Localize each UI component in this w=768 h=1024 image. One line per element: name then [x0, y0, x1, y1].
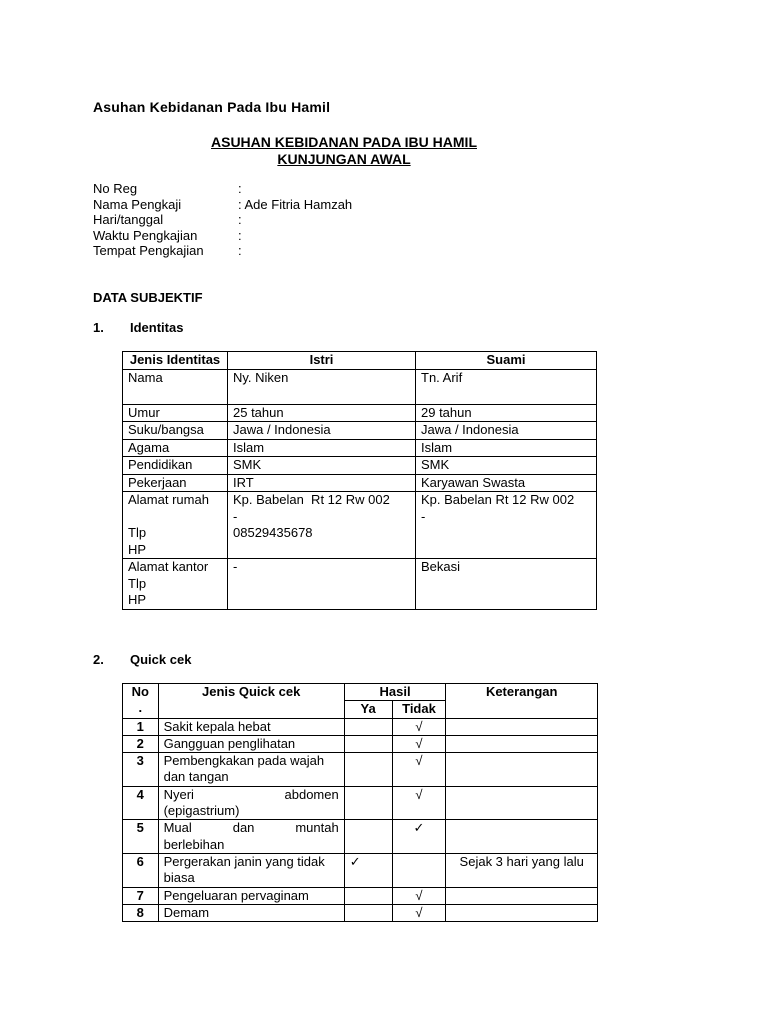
istri-address: Kp. Babelan Rt 12 Rw 002	[233, 492, 390, 507]
table-header-row	[123, 352, 597, 370]
column-header-jenis: Jenis Quick cek	[158, 684, 344, 719]
row-jenis-line: Nyeri abdomen	[163, 786, 339, 802]
istri-cell	[228, 492, 416, 559]
table-row	[123, 422, 597, 440]
info-label: Tempat Pengkajian	[93, 243, 204, 259]
ya-cell	[344, 735, 392, 752]
info-label: Hari/tanggal	[93, 212, 164, 228]
table-row	[123, 753, 598, 787]
row-label-multiline	[123, 559, 228, 610]
row-label: Alamat rumah	[128, 492, 209, 507]
row-label: Nama	[123, 369, 228, 404]
suami-cell: Islam	[416, 439, 597, 457]
table-row	[123, 735, 598, 752]
info-value: :	[238, 243, 242, 259]
suami-cell: SMK	[416, 457, 597, 475]
info-row	[93, 212, 352, 228]
keterangan-cell: Sejak 3 hari yang lalu	[446, 853, 598, 887]
tidak-cell	[392, 853, 446, 887]
subsection-label: Quick cek	[130, 652, 192, 667]
document-title: Asuhan Kebidanan Pada Ibu Hamil	[93, 99, 331, 115]
tidak-check-icon: √	[392, 753, 446, 787]
info-value: :	[238, 227, 242, 243]
row-label-tlp: Tlp	[128, 575, 147, 591]
tidak-check-icon: √	[392, 735, 446, 752]
table-row	[123, 904, 598, 921]
column-header: Suami	[416, 352, 597, 370]
quick-cek-table	[122, 683, 598, 922]
column-header-hasil: Hasil	[344, 684, 446, 701]
info-row	[93, 181, 352, 197]
istri-cell: 25 tahun	[228, 404, 416, 422]
istri-cell: Ny. Niken	[228, 369, 416, 404]
keterangan-cell	[446, 718, 598, 735]
main-subheading: KUNJUNGAN AWAL	[277, 151, 411, 167]
column-header-ya: Ya	[344, 701, 392, 718]
tidak-check-icon: √	[392, 904, 446, 921]
row-jenis: Sakit kepala hebat	[158, 718, 344, 735]
istri-cell: Islam	[228, 439, 416, 457]
row-jenis	[158, 786, 344, 820]
row-jenis: Pengeluaran pervaginam	[158, 887, 344, 904]
subsection-number: 2.	[93, 652, 104, 667]
table-row	[123, 820, 598, 854]
identitas-table	[122, 351, 597, 610]
row-label: Suku/bangsa	[123, 422, 228, 440]
row-label-tlp: Tlp	[128, 525, 147, 540]
info-row	[93, 228, 352, 244]
row-number: 6	[123, 853, 159, 887]
ya-cell	[344, 887, 392, 904]
column-header: Istri	[228, 352, 416, 370]
row-number: 7	[123, 887, 159, 904]
row-label: Alamat kantor	[128, 559, 209, 574]
row-number: 8	[123, 904, 159, 921]
row-jenis: Pergerakan janin yang tidak biasa	[158, 853, 344, 887]
info-label: No Reg	[93, 181, 138, 196]
keterangan-cell	[446, 735, 598, 752]
tidak-check-icon: √	[392, 887, 446, 904]
table-row	[123, 439, 597, 457]
row-jenis: Gangguan penglihatan	[158, 735, 344, 752]
suami-address: Kp. Babelan Rt 12 Rw 002	[421, 492, 575, 507]
istri-tlp: -	[233, 508, 238, 524]
subsection-identitas	[93, 320, 183, 335]
suami-cell: Bekasi	[416, 559, 597, 610]
header-no-dot: .	[138, 700, 143, 716]
column-header-no	[123, 684, 159, 719]
keterangan-cell	[446, 786, 598, 820]
table-row	[123, 718, 598, 735]
row-number: 3	[123, 753, 159, 787]
suami-tlp: -	[421, 508, 426, 524]
istri-cell: IRT	[228, 474, 416, 492]
ya-check-icon: ✓	[344, 853, 392, 887]
row-label: Pendidikan	[123, 457, 228, 475]
ya-cell	[344, 718, 392, 735]
suami-cell: Tn. Arif	[416, 369, 597, 404]
istri-cell: Jawa / Indonesia	[228, 422, 416, 440]
row-number: 4	[123, 786, 159, 820]
suami-cell	[416, 492, 597, 559]
ya-cell	[344, 904, 392, 921]
info-label: Waktu Pengkajian	[93, 227, 198, 243]
subsection-quick-cek	[93, 652, 191, 667]
row-jenis-line: Mual dan muntah	[163, 820, 339, 836]
keterangan-cell	[446, 753, 598, 787]
row-label-multiline	[123, 492, 228, 559]
tidak-check-icon: √	[392, 718, 446, 735]
info-value: : Ade Fitria Hamzah	[238, 196, 353, 212]
row-number: 1	[123, 718, 159, 735]
keterangan-cell	[446, 820, 598, 854]
table-row	[123, 492, 597, 559]
section-heading-subjektif: DATA SUBJEKTIF	[93, 290, 203, 305]
row-jenis: Pembengkakan pada wajah dan tangan	[158, 753, 344, 787]
keterangan-cell	[446, 904, 598, 921]
row-jenis-line: berlebihan	[163, 836, 225, 852]
row-label-hp: HP	[128, 541, 147, 557]
row-label: Agama	[123, 439, 228, 457]
suami-cell: Karyawan Swasta	[416, 474, 597, 492]
suami-cell: Jawa / Indonesia	[416, 422, 597, 440]
row-label: Umur	[123, 404, 228, 422]
header-no-text: No	[131, 684, 149, 699]
table-row	[123, 559, 597, 610]
info-row	[93, 243, 352, 259]
row-jenis-line: (epigastrium)	[163, 803, 240, 819]
suami-cell: 29 tahun	[416, 404, 597, 422]
info-row	[93, 197, 352, 213]
ya-cell	[344, 753, 392, 787]
table-row	[123, 457, 597, 475]
row-number: 5	[123, 820, 159, 854]
tidak-check-icon: ✓	[392, 820, 446, 854]
column-header-tidak: Tidak	[392, 701, 446, 718]
table-row	[123, 887, 598, 904]
table-row	[123, 474, 597, 492]
table-header-row	[123, 684, 598, 701]
info-value: :	[238, 212, 242, 228]
info-value: :	[238, 181, 242, 196]
ya-cell	[344, 786, 392, 820]
row-jenis	[158, 820, 344, 854]
istri-cell: SMK	[228, 457, 416, 475]
row-number: 2	[123, 735, 159, 752]
subsection-number: 1.	[93, 320, 104, 335]
keterangan-cell	[446, 887, 598, 904]
main-heading: ASUHAN KEBIDANAN PADA IBU HAMIL	[211, 134, 477, 150]
table-row	[123, 853, 598, 887]
column-header-keterangan: Keterangan	[446, 684, 598, 719]
row-label-hp: HP	[128, 592, 147, 607]
istri-hp: 08529435678	[233, 525, 313, 540]
row-label: Pekerjaan	[123, 474, 228, 492]
table-row	[123, 369, 597, 404]
subsection-label: Identitas	[130, 320, 184, 335]
tidak-check-icon: √	[392, 786, 446, 820]
info-label: Nama Pengkaji	[93, 196, 182, 212]
table-row	[123, 786, 598, 820]
ya-cell	[344, 820, 392, 854]
column-header: Jenis Identitas	[123, 352, 228, 370]
istri-cell: -	[228, 559, 416, 610]
row-jenis: Demam	[158, 904, 344, 921]
info-block	[93, 181, 352, 259]
table-row	[123, 404, 597, 422]
